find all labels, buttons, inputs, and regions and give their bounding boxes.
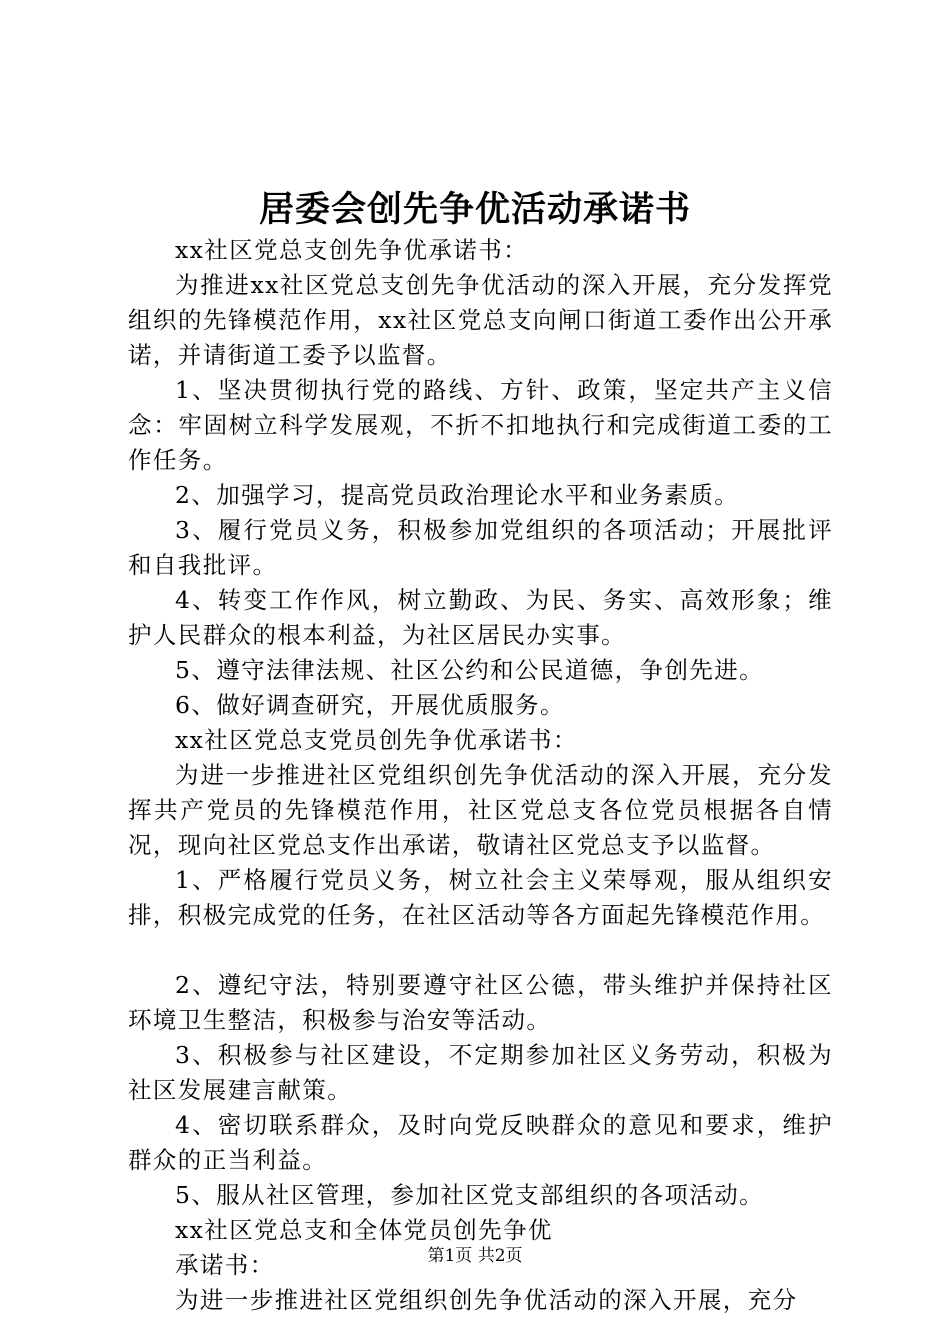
paragraph: 5、服从社区管理，参加社区党支部组织的各项活动。	[175, 1181, 765, 1209]
paragraph: 为推进xx社区党总支创先争优活动的深入开展，充分发挥党组织的先锋模范作用，xx社区党总支向闸口街道工委作出公开承诺，并请街道工委予以监督。	[128, 271, 833, 369]
paragraph: 4、转变工作作风，树立勤政、为民、务实、高效形象；维护人民群众的根本利益，为社区居民办实事。	[128, 586, 833, 649]
paragraph: xx社区党总支创先争优承诺书：	[175, 236, 529, 264]
paragraph: xx社区党总支和全体党员创先争优	[175, 1216, 553, 1244]
paragraph: 6、做好调查研究，开展优质服务。	[175, 691, 565, 719]
paragraph: 3、履行党员义务，积极参加党组织的各项活动；开展批评和自我批评。	[128, 516, 833, 579]
paragraph: 1、严格履行党员义务，树立社会主义荣辱观，服从组织安排，积极完成党的任务，在社区活动等各方面起先锋模范作用。	[128, 866, 833, 929]
paragraph: 为进一步推进社区党组织创先争优活动的深入开展，充分	[175, 1286, 798, 1314]
paragraph: 承诺书：	[175, 1251, 275, 1279]
page-footer: 第1页 共2页	[427, 1246, 523, 1266]
paragraph-spacer	[128, 933, 833, 968]
paragraph: 4、密切联系群众，及时向党反映群众的意见和要求，维护群众的正当利益。	[128, 1111, 833, 1174]
paragraph: xx社区党总支党员创先争优承诺书：	[175, 726, 578, 754]
paragraph: 1、坚决贯彻执行党的路线、方针、政策，坚定共产主义信念：牢固树立科学发展观，不折不扣地执行和完成街道工委的工作任务。	[128, 376, 833, 474]
paragraph: 2、加强学习，提高党员政治理论水平和业务素质。	[175, 481, 740, 509]
document-body	[128, 233, 833, 1318]
paragraph: 5、遵守法律法规、社区公约和公民道德，争创先进。	[175, 656, 765, 684]
paragraph: 为进一步推进社区党组织创先争优活动的深入开展，充分发挥共产党员的先锋模范作用，社区党总支各位党员根据各自情况，现向社区党总支作出承诺，敬请社区党总支予以监督。	[128, 761, 833, 859]
paragraph: 3、积极参与社区建设，不定期参加社区义务劳动，积极为社区发展建言献策。	[128, 1041, 833, 1104]
document-title: 居委会创先争优活动承诺书	[258, 189, 691, 230]
paragraph: 2、遵纪守法，特别要遵守社区公德，带头维护并保持社区环境卫生整洁，积极参与治安等活动。	[128, 971, 833, 1034]
